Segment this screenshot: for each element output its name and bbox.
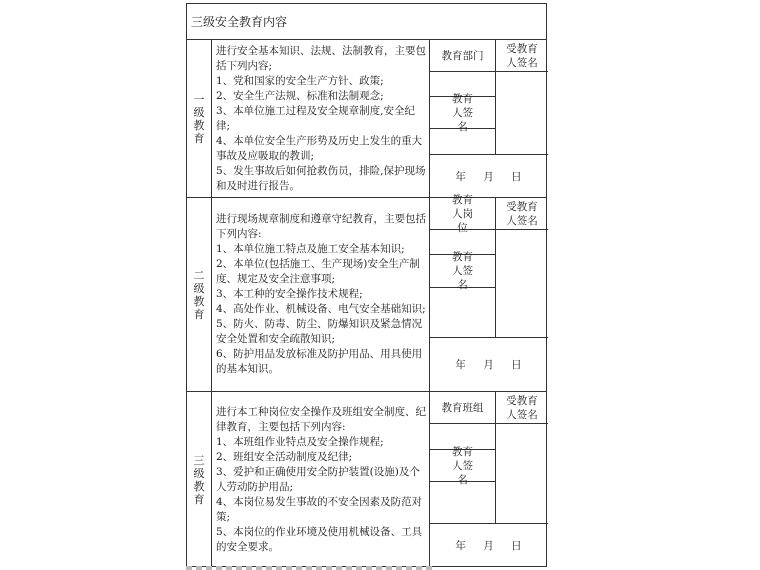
content-line: 进行现场规章制度和遵章守纪教育，主要包括下列内容: (216, 213, 426, 240)
level-3-content (212, 392, 430, 568)
dept-label: 教育部门 (430, 40, 496, 72)
educator-sign-cell[interactable] (430, 129, 496, 155)
date-field[interactable]: 年 月 日 (455, 359, 523, 371)
educator-sign-cell[interactable] (430, 288, 496, 338)
educatee-sign-cell[interactable] (496, 424, 548, 524)
content-line: 4、高处作业、机械设备、电气安全基础知识; (216, 303, 426, 315)
cropped-footer-text (186, 566, 436, 570)
level-1-label: 一级教育 (187, 40, 212, 197)
educator-label: 教育人签名 (430, 450, 496, 482)
content-line: 2、班组安全活动制度及纪律; (216, 451, 353, 463)
content-line: 4、本岗位易发生事故的不安全因素及防范对策; (216, 496, 423, 523)
date-field[interactable]: 年 月 日 (455, 540, 523, 552)
content-line: 1、本班组作业特点及安全操作规程; (216, 436, 384, 448)
dept-label: 教育人岗位 (430, 198, 496, 230)
level-2-section (187, 193, 546, 392)
content-line: 5、本岗位的作业环境及使用机械设备、工具的安全要求。 (216, 526, 423, 553)
education-form (186, 3, 547, 567)
level-1-sign-area (430, 40, 546, 197)
educator-label: 教育人签名 (430, 255, 496, 288)
level-3-label: 三级教育 (187, 392, 212, 568)
level-3-section (187, 392, 546, 568)
form-title: 三级安全教育内容 (187, 4, 546, 40)
date-field[interactable]: 年 月 日 (455, 170, 523, 183)
content-line: 3、爱护和正确使用安全防护装置(设施)及个人劳动防护用品; (216, 466, 420, 493)
level-3-sign-area (430, 392, 546, 568)
educatee-sign-cell[interactable] (496, 230, 548, 338)
educator-label: 教育人签名 (430, 97, 496, 129)
content-line: 1、党和国家的安全生产方针、政策; (216, 74, 384, 87)
level-2-content (212, 198, 430, 391)
content-line: 进行安全基本知识、法规、法制教育，主要包括下列内容; (216, 44, 426, 72)
content-line: 6、防护用品发放标准及防护用品、用具使用的基本知识。 (216, 348, 423, 375)
content-line: 2、安全生产法规、标准和法制观念; (216, 89, 384, 102)
content-line: 3、本工种的安全操作技术规程; (216, 288, 363, 300)
level-2-sign-area (430, 193, 546, 391)
content-line: 3、本单位施工过程及安全规章制度,安全纪律; (216, 104, 416, 132)
level-2-label: 二级教育 (187, 198, 212, 391)
educatee-sign-cell[interactable] (496, 72, 548, 155)
dept-label: 教育班组 (430, 392, 496, 424)
content-line: 进行本工种岗位安全操作及班组安全制度、纪律教育，主要包括下列内容: (216, 406, 426, 433)
educatee-label: 受教育人签名 (496, 198, 548, 230)
educator-sign-cell[interactable] (430, 482, 496, 524)
content-line: 4、本单位安全生产形势及历史上发生的重大事故及应吸取的教训; (216, 134, 423, 162)
content-line: 2、本单位(包括施工、生产现场)安全生产制度、规定及安全注意事项; (216, 258, 420, 285)
content-line: 1、本单位施工特点及施工安全基本知识; (216, 243, 405, 255)
educatee-label: 受教育人签名 (496, 40, 548, 72)
level-1-content (212, 40, 430, 197)
level-1-section (187, 40, 546, 198)
educatee-label: 受教育人签名 (496, 392, 548, 424)
content-line: 5、防火、防毒、防尘、防爆知识及紧急情况安全处置和安全疏散知识; (216, 318, 423, 345)
content-line: 5、发生事故后如何抢救伤员，排险,保护现场和及时进行报告。 (216, 164, 426, 192)
